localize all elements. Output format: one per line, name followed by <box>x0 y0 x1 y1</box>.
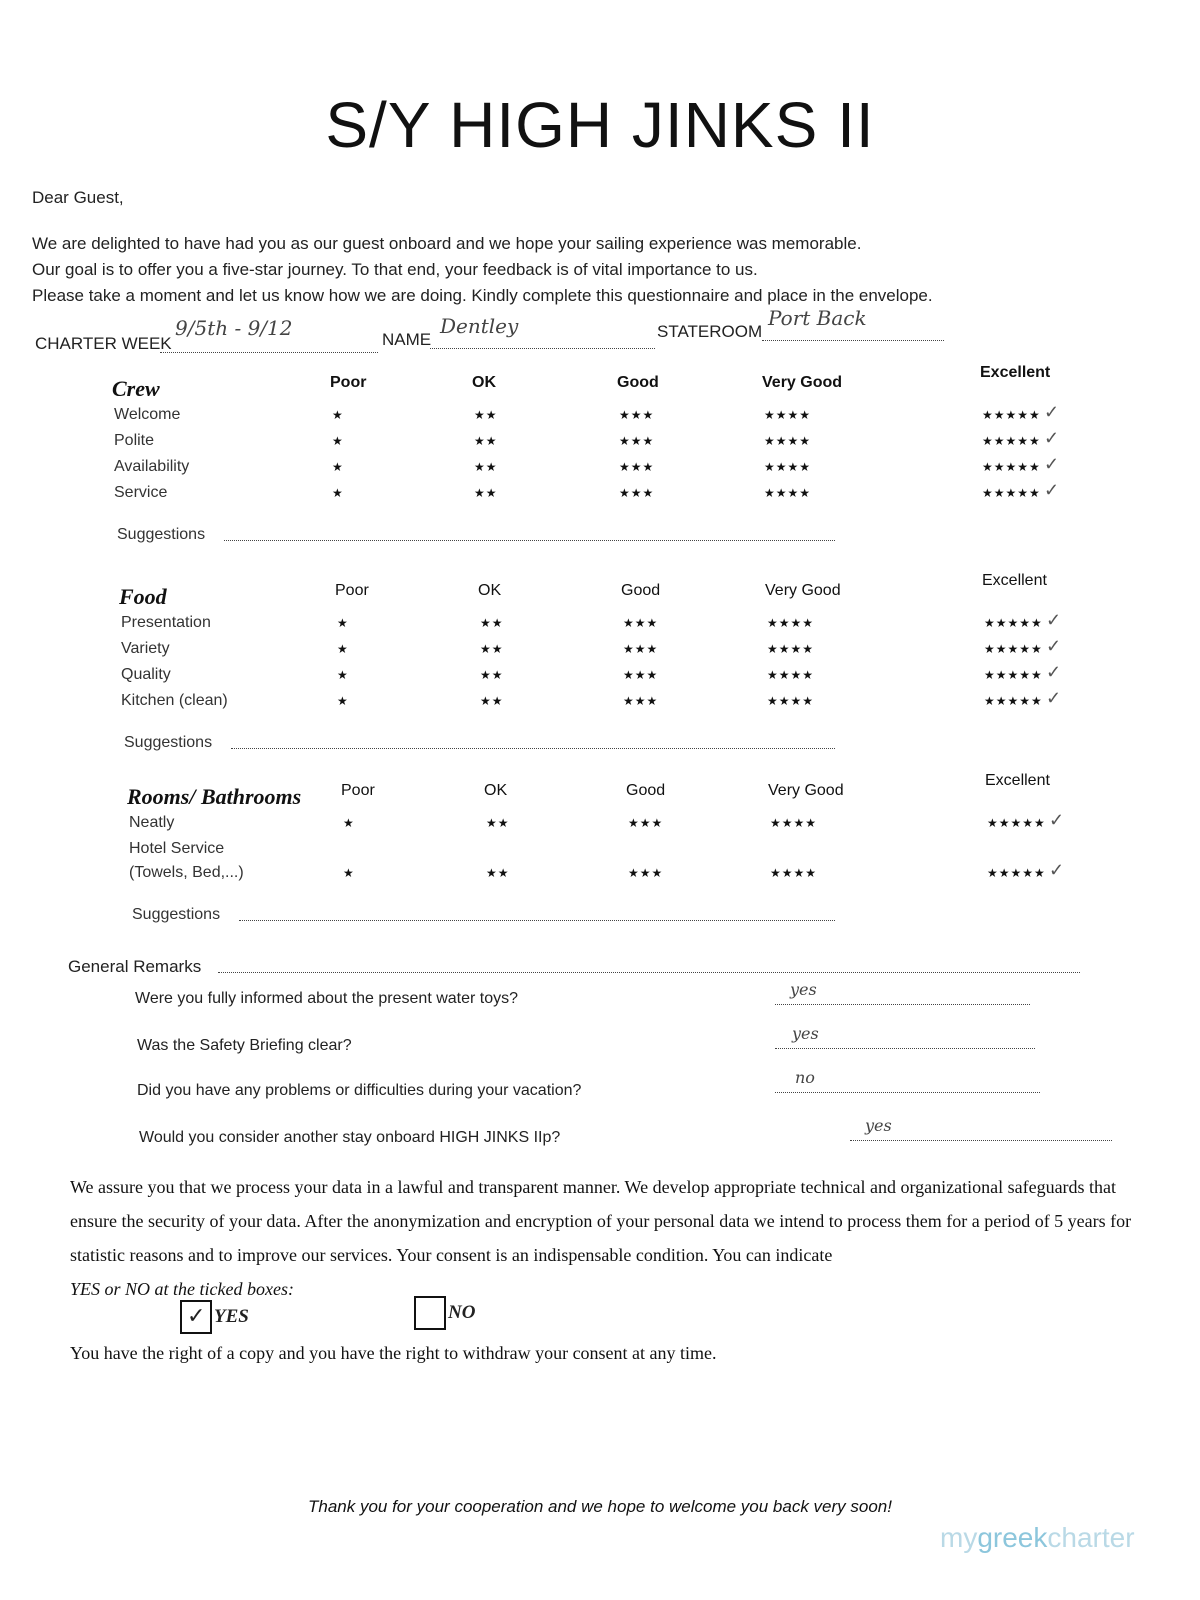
rating-option-poor-hotel-service[interactable]: ★ <box>343 866 355 880</box>
rating-option-poor-welcome[interactable]: ★ <box>332 408 344 422</box>
column-header-very-good: Very Good <box>768 782 844 799</box>
document-title: S/Y HIGH JINKS II <box>325 89 875 161</box>
rating-option-ok-kitchen-clean[interactable]: ★★ <box>480 694 504 708</box>
question-problems: Did you have any problems or difficulties during your vacation? <box>137 1082 582 1099</box>
selected-tick-presentation: ✓ <box>1046 610 1062 630</box>
rating-option-very-good-polite[interactable]: ★★★★ <box>764 434 812 448</box>
selected-tick-kitchen-clean: ✓ <box>1046 688 1062 708</box>
rating-option-ok-welcome[interactable]: ★★ <box>474 408 498 422</box>
rating-option-good-quality[interactable]: ★★★ <box>623 668 659 682</box>
selected-tick-polite: ✓ <box>1044 428 1060 448</box>
rating-option-excellent-availability[interactable]: ★★★★★ <box>982 460 1041 474</box>
column-header-poor: Poor <box>341 782 375 799</box>
section-title-crew: Crew <box>112 376 160 401</box>
rating-option-ok-polite[interactable]: ★★ <box>474 434 498 448</box>
rating-item-kitchen-clean: Kitchen (clean) <box>121 692 228 709</box>
rating-option-ok-presentation[interactable]: ★★ <box>480 616 504 630</box>
selected-tick-welcome: ✓ <box>1044 402 1060 422</box>
rating-option-poor-polite[interactable]: ★ <box>332 434 344 448</box>
rating-option-excellent-presentation[interactable]: ★★★★★ <box>984 616 1043 630</box>
rating-option-very-good-service[interactable]: ★★★★ <box>764 486 812 500</box>
consent-yes-label: YES <box>214 1306 249 1327</box>
rating-item-quality: Quality <box>121 666 171 683</box>
rating-option-excellent-neatly[interactable]: ★★★★★ <box>987 816 1046 830</box>
rating-option-good-polite[interactable]: ★★★ <box>619 434 655 448</box>
column-header-ok: OK <box>472 374 496 391</box>
column-header-very-good: Very Good <box>762 374 843 391</box>
rating-item-polite: Polite <box>114 432 155 449</box>
consent-yes-checkbox[interactable]: ✓ <box>180 1300 212 1334</box>
charter-week-value[interactable]: 9/5th - 9/12 <box>175 316 293 340</box>
column-header-good: Good <box>621 582 661 599</box>
rating-option-excellent-hotel-service[interactable]: ★★★★★ <box>987 866 1046 880</box>
consent-no-label: NO <box>448 1302 476 1323</box>
rating-option-ok-hotel-service[interactable]: ★★ <box>486 866 510 880</box>
consent-paragraph: We assure you that we process your data in a lawful and transparent manner. We develop appropriate technical and organizational safeguards that ensure the security of your data. After the anonymization and encryption of your personal data we intend to process them for a period of 5 years for statistic reasons and to improve our services. Your consent is an indispensable condition. You can indicate <box>70 1177 1132 1265</box>
rating-option-good-neatly[interactable]: ★★★ <box>628 816 664 830</box>
watermark-prefix: my <box>940 1522 978 1553</box>
column-header-excellent: Excellent <box>982 572 1047 589</box>
rating-option-very-good-quality[interactable]: ★★★★ <box>767 668 815 682</box>
rating-option-ok-service[interactable]: ★★ <box>474 486 498 500</box>
answer-line-2 <box>775 1048 1035 1049</box>
watermark-logo <box>940 1522 1135 1554</box>
stateroom-line <box>762 340 944 341</box>
stateroom-label: STATEROOM <box>657 322 763 341</box>
rating-option-poor-availability[interactable]: ★ <box>332 460 344 474</box>
consent-rights: You have the right of a copy and you have the right to withdraw your consent at any time. <box>70 1343 717 1363</box>
rating-option-good-availability[interactable]: ★★★ <box>619 460 655 474</box>
suggestions-label-food: Suggestions <box>124 734 213 751</box>
watermark-suffix: charter <box>1047 1522 1135 1553</box>
rating-option-good-kitchen-clean[interactable]: ★★★ <box>623 694 659 708</box>
selected-tick-variety: ✓ <box>1046 636 1062 656</box>
selected-tick-service: ✓ <box>1044 480 1060 500</box>
rating-option-poor-presentation[interactable]: ★ <box>337 616 349 630</box>
stateroom-value[interactable]: Port Back <box>768 306 867 330</box>
selected-tick-quality: ✓ <box>1046 662 1062 682</box>
rating-option-poor-service[interactable]: ★ <box>332 486 344 500</box>
column-header-good: Good <box>626 782 666 799</box>
rating-option-excellent-polite[interactable]: ★★★★★ <box>982 434 1041 448</box>
column-header-poor: Poor <box>335 582 369 599</box>
rating-option-very-good-neatly[interactable]: ★★★★ <box>770 816 818 830</box>
rating-option-excellent-service[interactable]: ★★★★★ <box>982 486 1041 500</box>
answer-problems[interactable]: no <box>795 1068 815 1087</box>
rating-option-poor-quality[interactable]: ★ <box>337 668 349 682</box>
answer-line-1 <box>775 1004 1030 1005</box>
rating-option-poor-kitchen-clean[interactable]: ★ <box>337 694 349 708</box>
intro-line-2: Our goal is to offer you a five-star journey. To that end, your feedback is of vital importance to us. <box>32 260 758 279</box>
rating-item-presentation: Presentation <box>121 614 211 631</box>
suggestions-line-rooms-bathrooms[interactable] <box>239 920 835 921</box>
suggestions-label-crew: Suggestions <box>117 526 206 543</box>
rating-option-good-variety[interactable]: ★★★ <box>623 642 659 656</box>
column-header-excellent: Excellent <box>985 772 1050 789</box>
column-header-ok: OK <box>478 582 502 599</box>
question-water-toys: Were you fully informed about the present water toys? <box>135 990 519 1007</box>
charter-week-line <box>160 352 378 353</box>
name-label: NAME <box>382 330 432 349</box>
rating-option-ok-neatly[interactable]: ★★ <box>486 816 510 830</box>
name-line <box>430 348 655 349</box>
column-header-ok: OK <box>484 782 508 799</box>
answer-line-4 <box>850 1140 1112 1141</box>
rating-option-ok-quality[interactable]: ★★ <box>480 668 504 682</box>
answer-safety-briefing[interactable]: yes <box>792 1024 819 1043</box>
rating-option-very-good-kitchen-clean[interactable]: ★★★★ <box>767 694 815 708</box>
answer-another-stay[interactable]: yes <box>865 1116 892 1135</box>
rating-option-ok-variety[interactable]: ★★ <box>480 642 504 656</box>
rating-option-good-service[interactable]: ★★★ <box>619 486 655 500</box>
general-remarks-label: General Remarks <box>68 957 202 976</box>
rating-option-poor-neatly[interactable]: ★ <box>343 816 355 830</box>
intro-line-3: Please take a moment and let us know how we are doing. Kindly complete this questionnaire and place in the envelope. <box>32 286 933 305</box>
closing-message: Thank you for your cooperation and we hope to welcome you back very soon! <box>307 1497 892 1516</box>
rating-option-excellent-welcome[interactable]: ★★★★★ <box>982 408 1041 422</box>
rating-option-good-welcome[interactable]: ★★★ <box>619 408 655 422</box>
column-header-poor: Poor <box>330 374 367 391</box>
greeting: Dear Guest, <box>32 188 124 207</box>
question-safety-briefing: Was the Safety Briefing clear? <box>137 1037 352 1054</box>
rating-option-good-hotel-service[interactable]: ★★★ <box>628 866 664 880</box>
suggestions-label-rooms-bathrooms: Suggestions <box>132 906 221 923</box>
answer-water-toys[interactable]: yes <box>790 980 817 999</box>
rating-option-ok-availability[interactable]: ★★ <box>474 460 498 474</box>
rating-option-very-good-hotel-service[interactable]: ★★★★ <box>770 866 818 880</box>
rating-item-neatly: Neatly <box>129 814 175 831</box>
rating-item-service: Service <box>114 484 168 501</box>
selected-tick-neatly: ✓ <box>1049 810 1065 830</box>
rating-option-very-good-availability[interactable]: ★★★★ <box>764 460 812 474</box>
rating-option-good-presentation[interactable]: ★★★ <box>623 616 659 630</box>
rating-option-excellent-kitchen-clean[interactable]: ★★★★★ <box>984 694 1043 708</box>
rating-item-variety: Variety <box>121 640 170 657</box>
column-header-excellent: Excellent <box>980 364 1051 381</box>
charter-week-label: CHARTER WEEK <box>35 334 172 353</box>
column-header-good: Good <box>617 374 659 391</box>
selected-tick-hotel-service: ✓ <box>1049 860 1065 880</box>
rating-option-very-good-welcome[interactable]: ★★★★ <box>764 408 812 422</box>
suggestions-line-crew[interactable] <box>224 540 835 541</box>
consent-prompt: YES or NO at the ticked boxes: <box>70 1279 294 1299</box>
intro-line-1: We are delighted to have had you as our guest onboard and we hope your sailing experience was memorable. <box>32 234 862 253</box>
rating-item-hotel-service: Hotel Service <box>129 840 225 857</box>
rating-item-welcome: Welcome <box>114 406 181 423</box>
section-title-rooms-bathrooms: Rooms/ Bathrooms <box>127 784 302 809</box>
general-remarks-line <box>218 972 1080 973</box>
rating-item-sub-hotel-service: (Towels, Bed,...) <box>129 864 244 881</box>
section-title-food: Food <box>119 584 167 609</box>
name-value[interactable]: Dentley <box>440 314 519 338</box>
rating-option-excellent-quality[interactable]: ★★★★★ <box>984 668 1043 682</box>
question-another-stay: Would you consider another stay onboard HIGH JINKS IIp? <box>139 1129 561 1146</box>
suggestions-line-food[interactable] <box>231 748 835 749</box>
consent-text <box>70 1170 1150 1306</box>
rating-option-very-good-variety[interactable]: ★★★★ <box>767 642 815 656</box>
selected-tick-availability: ✓ <box>1044 454 1060 474</box>
consent-no-checkbox[interactable] <box>414 1296 446 1330</box>
rating-option-poor-variety[interactable]: ★ <box>337 642 349 656</box>
answer-line-3 <box>775 1092 1040 1093</box>
column-header-very-good: Very Good <box>765 582 841 599</box>
rating-item-availability: Availability <box>114 458 190 475</box>
rating-option-very-good-presentation[interactable]: ★★★★ <box>767 616 815 630</box>
rating-option-excellent-variety[interactable]: ★★★★★ <box>984 642 1043 656</box>
watermark-brand: greek <box>977 1522 1048 1553</box>
